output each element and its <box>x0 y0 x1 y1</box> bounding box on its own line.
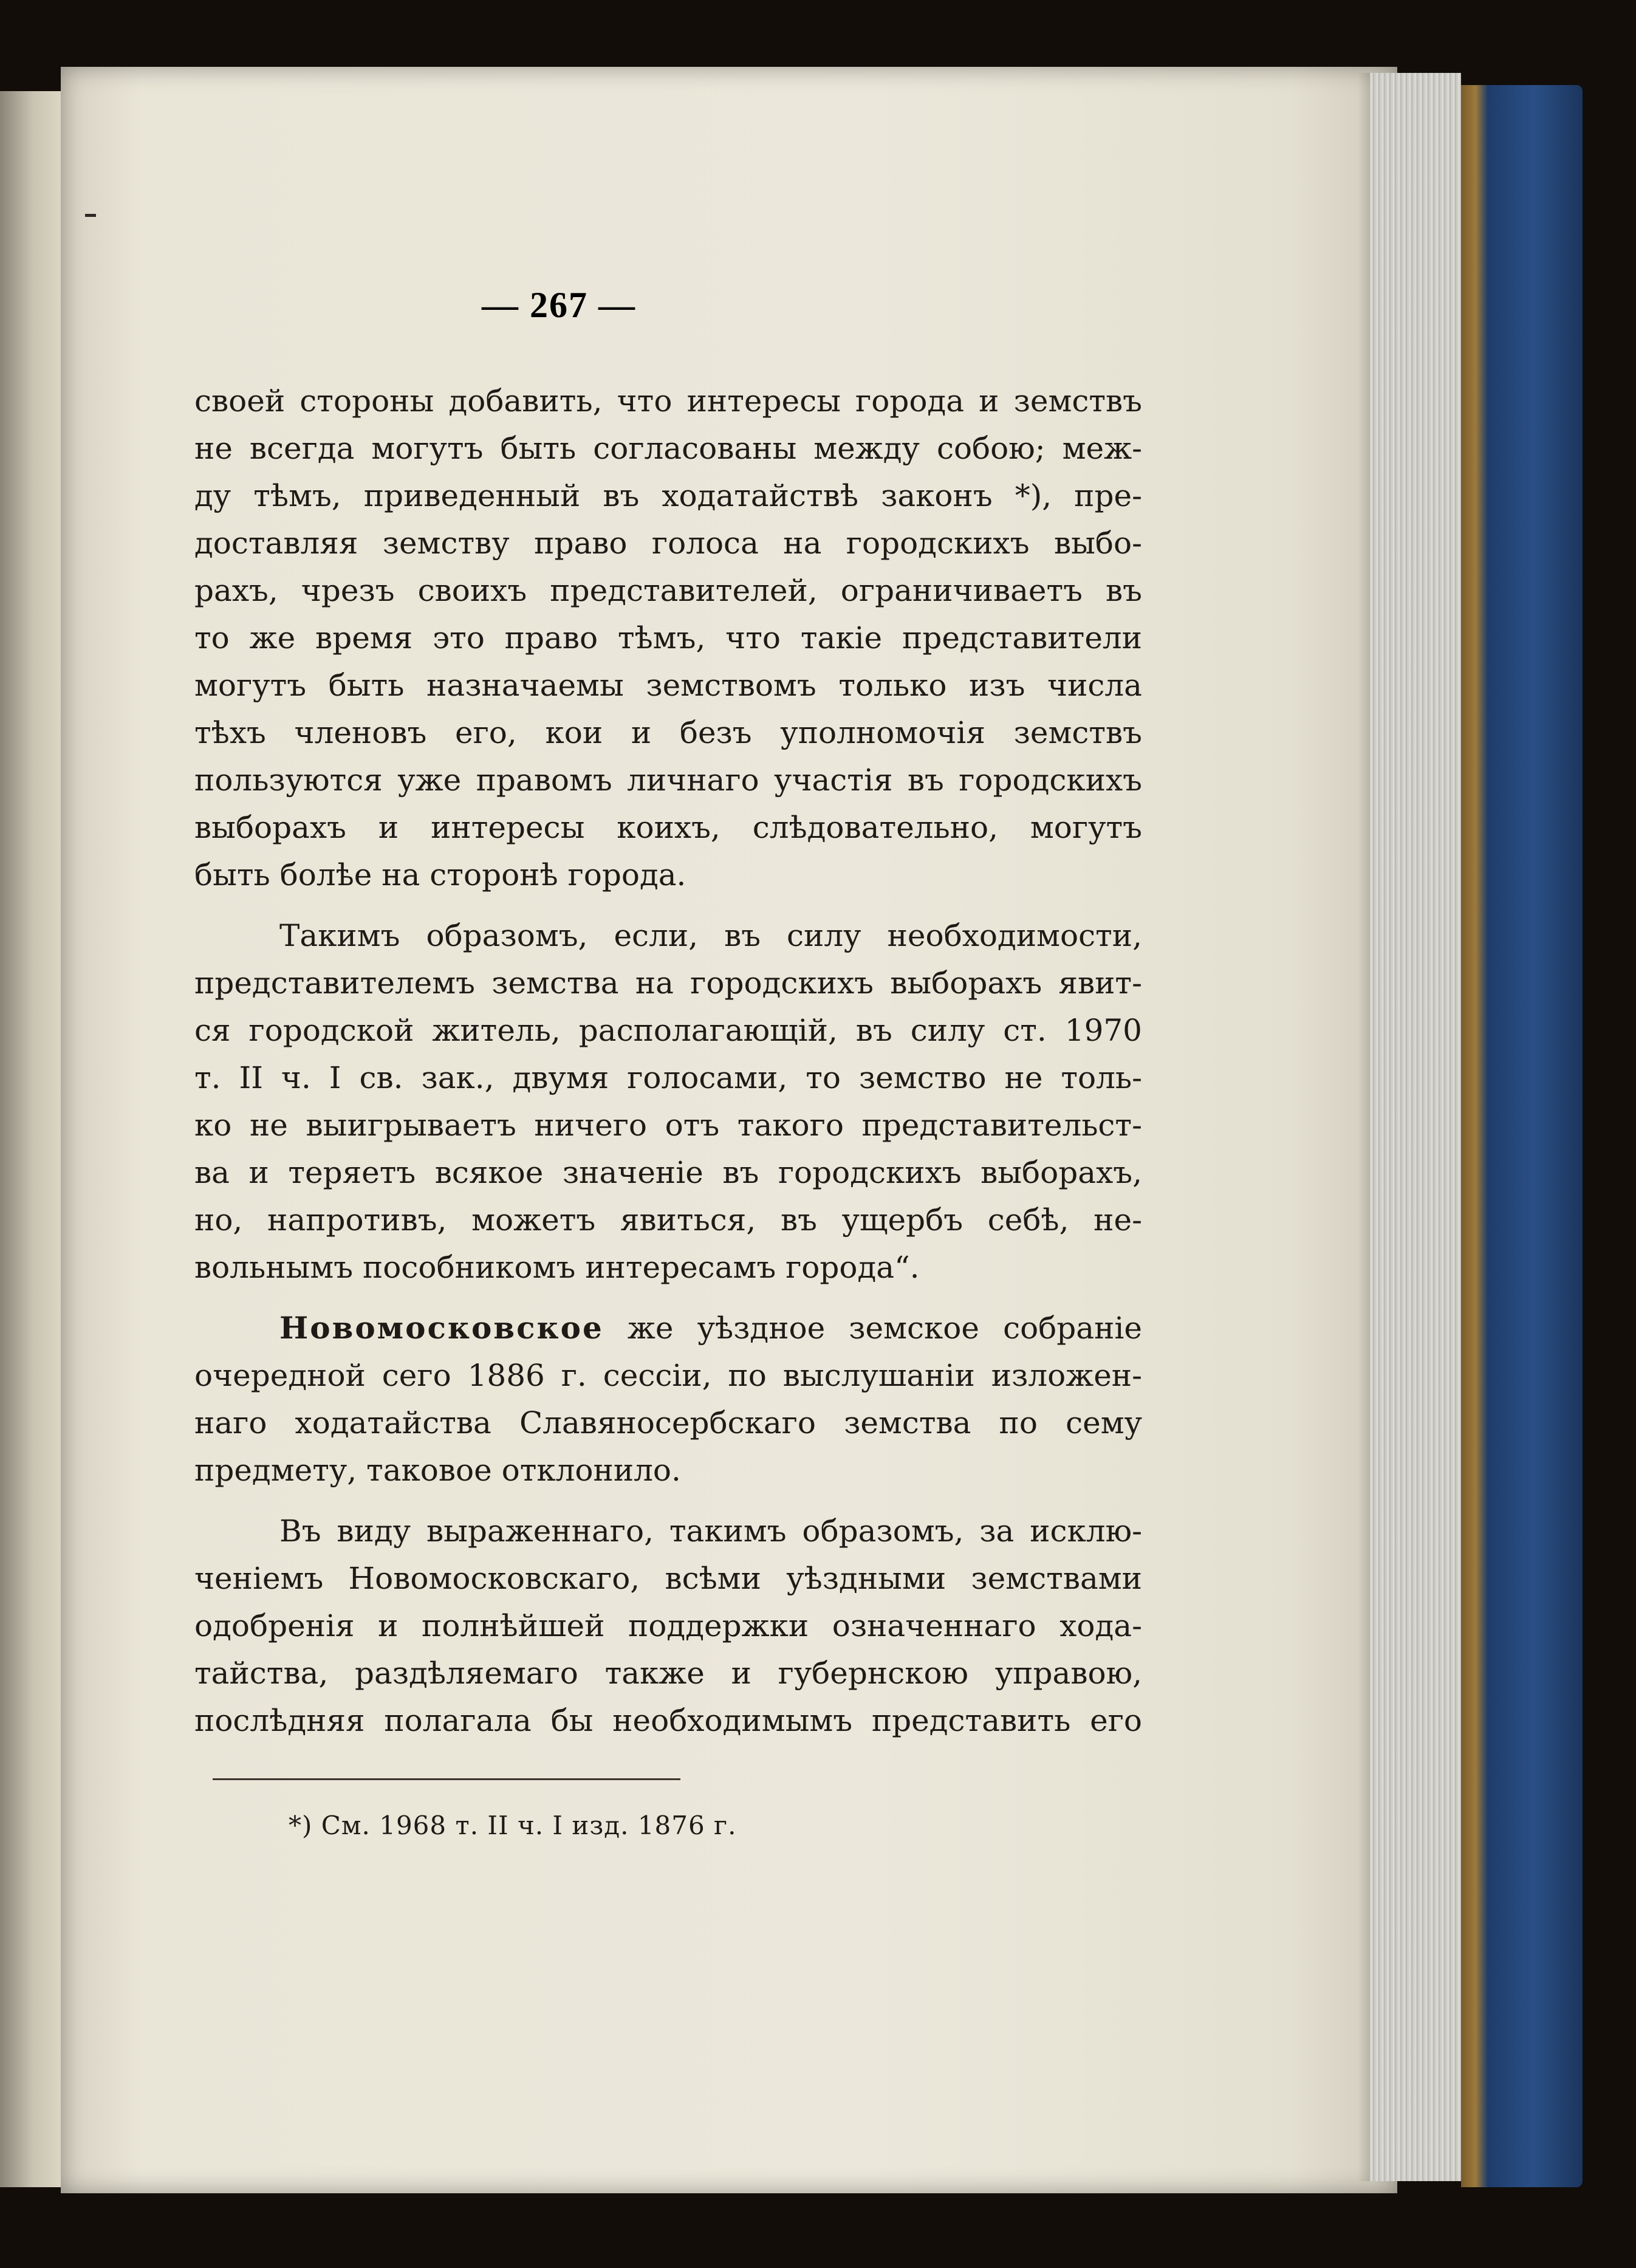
text-line: Въ виду выраженнаго, такимъ образомъ, за исклю- <box>279 1513 1142 1549</box>
footnote-rule <box>213 1778 680 1780</box>
text-line: ва и теряетъ всякое значеніе въ городскихъ выборахъ, <box>194 1155 1142 1190</box>
text-line: т. II ч. I св. зак., двумя голосами, то земство не толь- <box>194 1060 1142 1095</box>
margin-mark <box>85 214 96 217</box>
text-line: рахъ, чрезъ своихъ представителей, ограничиваетъ въ <box>194 573 1142 608</box>
text-line: доставляя земству право голоса на городскихъ выбо- <box>194 526 1142 561</box>
text-line: могутъ быть назначаемы земствомъ только изъ числа <box>194 668 1142 703</box>
page-block-edge <box>1370 73 1461 2181</box>
text-line: то же время это право тѣмъ, что такіе представители <box>194 620 1142 656</box>
text-line: ду тѣмъ, приведенный въ ходатайствѣ законъ *), пре- <box>194 478 1142 513</box>
text-line: очередной сего 1886 г. сессіи, по выслушаніи изложен- <box>194 1358 1142 1393</box>
text-line: представителемъ земства на городскихъ выборахъ явит- <box>194 965 1142 1001</box>
text-line: ченіемъ Новомосковскаго, всѣми уѣздными земствами <box>194 1561 1142 1596</box>
text-line: пользуются уже правомъ личнаго участія въ городскихъ <box>194 762 1142 798</box>
text-line: Такимъ образомъ, если, въ силу необходимости, <box>279 918 1142 953</box>
bold-term: Новомосковское <box>279 1310 604 1346</box>
text-line: не всегда могутъ быть согласованы между собою; меж- <box>194 431 1142 466</box>
text-line: выборахъ и интересы коихъ, слѣдовательно, могутъ <box>194 810 1142 845</box>
footnote: *) См. 1968 т. II ч. I изд. 1876 г. <box>289 1811 737 1840</box>
text-line: предмету, таковое отклонило. <box>194 1453 681 1488</box>
text-line: тѣхъ членовъ его, кои и безъ уполномочія земствъ <box>194 715 1142 750</box>
text-line: тайства, раздѣляемаго также и губернскою управою, <box>194 1656 1142 1691</box>
text-run: же уѣздное земское собраніе <box>603 1310 1142 1346</box>
text-line: вольнымъ пособникомъ интересамъ города“. <box>194 1250 920 1285</box>
text-line: одобренія и полнѣйшей поддержки означеннаго хода- <box>194 1608 1142 1643</box>
text-line: своей стороны добавить, что интересы города и земствъ <box>194 383 1142 419</box>
text-line: ко не выигрываетъ ничего отъ такого представительст- <box>194 1108 1142 1143</box>
text-line: быть болѣе на сторонѣ города. <box>194 857 686 892</box>
book-cover <box>1461 85 1583 2187</box>
page-number: — 267 — <box>482 285 636 325</box>
text-line: но, напротивъ, можетъ явиться, въ ущербъ себѣ, не- <box>194 1202 1142 1238</box>
text-line: послѣдняя полагала бы необходимымъ представить его <box>194 1703 1142 1738</box>
text-line <box>194 1310 1142 1346</box>
text-line: наго ходатайства Славяносербскаго земства по сему <box>194 1405 1142 1441</box>
text-line: ся городской житель, располагающій, въ силу ст. 1970 <box>194 1013 1142 1048</box>
